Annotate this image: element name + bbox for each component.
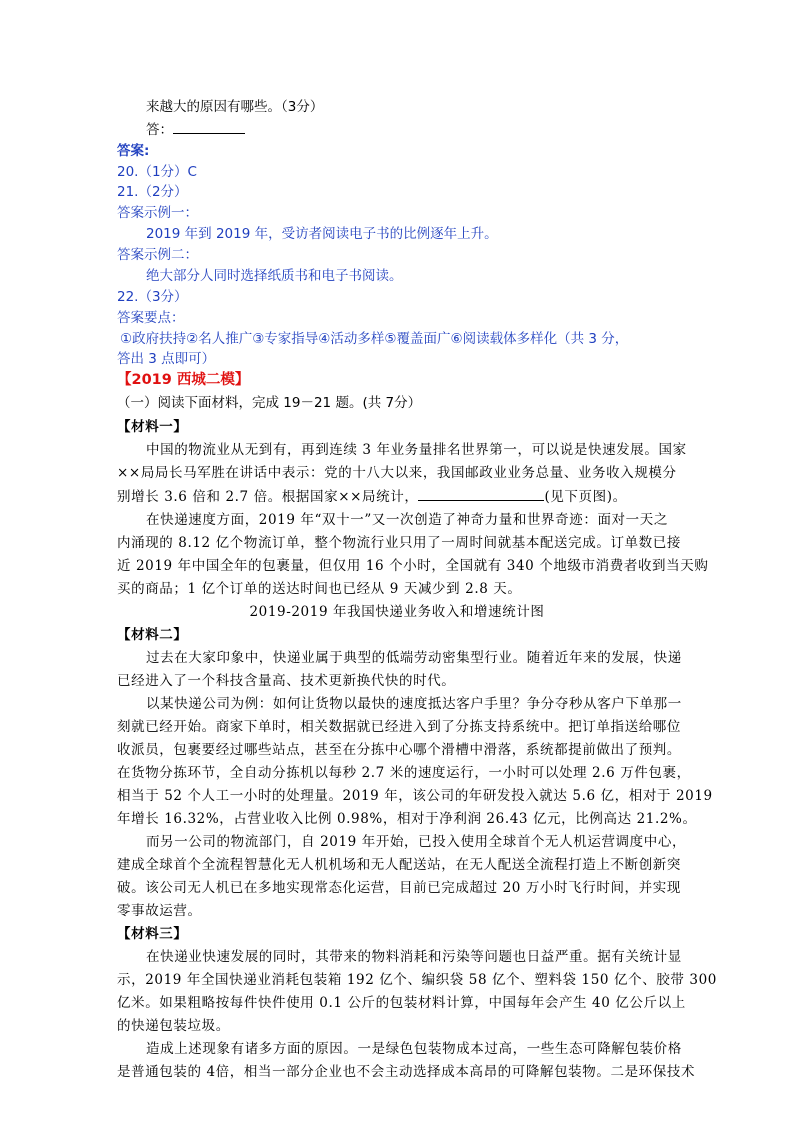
material3-label: 【材料三】 <box>117 926 188 942</box>
material1-p1-line3-text: 别增长 3.6 倍和 2.7 倍。根据国家××局统计， <box>117 489 419 505</box>
answer-blank <box>173 119 245 134</box>
section-title: 【2019 西城二模】 <box>117 372 250 388</box>
material3-p2-line2: 是普通包装的 4倍，相当一部分企业也不会主动选择成本高昂的可降解包装物。二是环保技术 <box>117 1064 696 1080</box>
answer-points-line1: ①政府扶持②名人推广③专家指导④活动多样⑤覆盖面广⑥阅读载体多样化（共 3 分， <box>120 331 629 347</box>
material1-p1-line2: ××局局长马军胜在讲话中表示：党的十八大以来，我国邮政业业务总量、业务收入规模分 <box>117 465 677 481</box>
material1-p1-line1: 中国的物流业从无到有，再到连续 3 年业务量排名世界第一，可以说是快速发展。国家 <box>146 442 687 458</box>
answer-22: 22.（3分） <box>117 289 188 305</box>
material1-p1-line3-tail: (见下页图)。 <box>544 489 627 505</box>
material2-p2-line1: 以某快递公司为例：如何让货物以最快的速度抵达客户手里？争分夺秒从客户下单那一 <box>146 696 682 712</box>
answer-line <box>146 119 245 140</box>
material3-p1-line3: 亿米。如果粗略按每件快件使用 0.1 公斤的包装材料计算，中国每年会产生 40 亿公斤以上 <box>117 995 686 1011</box>
answer-example1-label: 答案示例一： <box>117 205 198 221</box>
material2-p2-line3: 收派员，包裹要经过哪些站点，甚至在分拣中心哪个滑槽中滑落，系统都提前做出了预判。 <box>117 742 681 758</box>
material2-p3-line4: 零事故运营。 <box>117 903 202 919</box>
material2-p3-line3: 破。该公司无人机已在多地实现常态化运营，目前已完成超过 20 万小时飞行时间，并实现 <box>117 880 681 896</box>
material2-p1-line1: 过去在大家印象中，快递业属于典型的低端劳动密集型行业。随着近年来的发展，快递 <box>146 650 682 666</box>
material2-p1-line2: 已经进入了一个科技含量高、技术更新换代快的时代。 <box>117 673 456 689</box>
material2-p3-line2: 建成全球首个全流程智慧化无人机机场和无人配送站，在无人配送全流程打造上不断创新突 <box>117 857 681 873</box>
material3-p1-line4: 的快递包装垃圾。 <box>117 1018 230 1034</box>
section-instruction: （一）阅读下面材料，完成 19－21 题。(共 7分） <box>117 395 422 411</box>
material3-p2-line1: 造成上述现象有诸多方面的原因。一是绿色包装物成本过高，一些生态可降解包装价格 <box>146 1041 682 1057</box>
material1-p2-line3: 近 2019 年中国全年的包裹量，但仅用 16 个小时，全国就有 340 个地级市消费者收到当天购 <box>117 558 709 574</box>
material2-p2-line5: 相当于 52 个人工一小时的处理量。2019 年，该公司的年研发投入就达 5.6 亿，相对于 2019 <box>117 788 713 804</box>
material1-p2-line4: 买的商品；1 亿个订单的送达时间也已经从 9 天减少到 2.8 天。 <box>117 581 522 597</box>
material1-fill-blank <box>418 486 544 501</box>
material2-p2-line6: 年增长 16.32%，占营业收入比例 0.98%，相对于净利润 26.43 亿元，比例高达 21.2%。 <box>117 811 697 827</box>
material1-label: 【材料一】 <box>117 419 188 435</box>
material2-p2-line2: 刻就已经开始。商家下单时，相关数据就已经进入到了分拣支持系统中。把订单指送给哪位 <box>117 719 681 735</box>
material1-p2-line2: 内涌现的 8.12 亿个物流订单，整个物流行业只用了一周时间就基本配送完成。订单数已接 <box>117 535 681 551</box>
answer-21: 21.（2分） <box>117 184 188 200</box>
answer-example1-text: 2019 年到 2019 年，受访者阅读电子书的比例逐年上升。 <box>146 226 498 242</box>
material1-p2-line1: 在快递速度方面，2019 年“双十一”又一次创造了神奇力量和世界奇迹：面对一天之 <box>146 512 668 528</box>
question-line: 来越大的原因有哪些。（3分） <box>146 99 324 115</box>
answer-example2-label: 答案示例二： <box>117 247 198 263</box>
answer-20: 20.（1分）C <box>117 164 197 180</box>
material3-p1-line2: 示，2019 年全国快递业消耗包装箱 192 亿个、编织袋 58 亿个、塑料袋 150 亿个、胶带 300 <box>117 972 717 988</box>
material2-p3-line1: 而另一公司的物流部门，自 2019 年开始，已投入使用全球首个无人机运营调度中心， <box>146 834 687 850</box>
answer-prefix: 答： <box>146 122 173 138</box>
answer-example2-text: 绝大部分人同时选择纸质书和电子书阅读。 <box>146 268 403 284</box>
answer-points-label: 答案要点： <box>117 310 185 326</box>
material2-p2-line4: 在货物分拣环节，全自动分拣机以每秒 2.7 米的速度运行，一小时可以处理 2.6 万件包裹， <box>117 765 691 781</box>
figure-caption: 2019-2019 年我国快递业务收入和增速统计图 <box>249 604 545 620</box>
material2-label: 【材料二】 <box>117 627 188 643</box>
material3-p1-line1: 在快递业快速发展的同时，其带来的物料消耗和污染等问题也日益严重。据有关统计显 <box>146 949 682 965</box>
material1-p1-line3 <box>117 486 627 507</box>
answers-heading: 答案: <box>117 143 150 159</box>
answer-points-line2: 答出 3 点即可） <box>117 351 216 367</box>
